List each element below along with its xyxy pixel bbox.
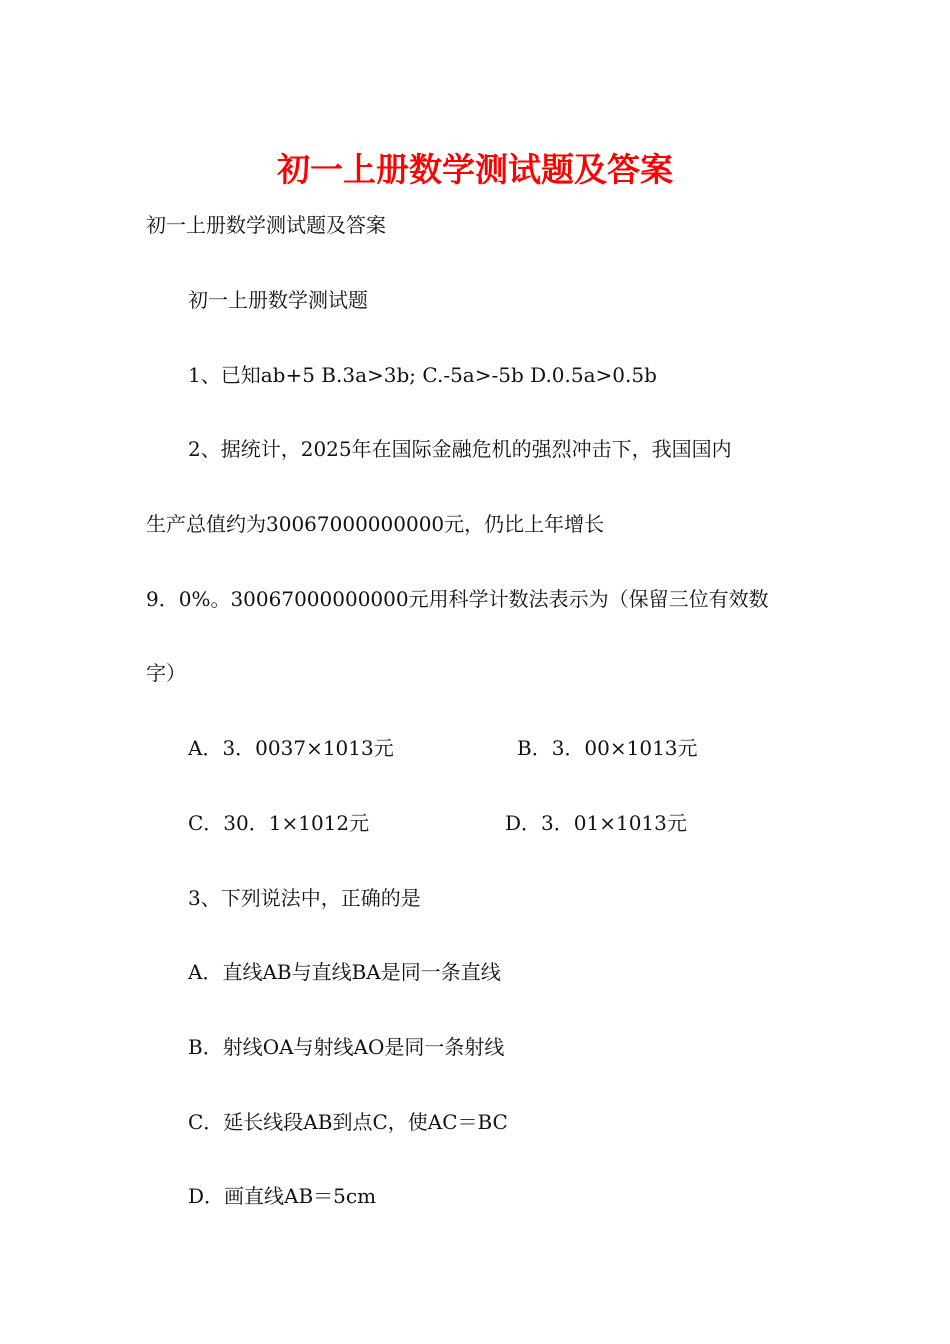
question-2-option-c: C．30．1×1012元 (188, 811, 370, 835)
question-2-option-d: D．3．01×1013元 (505, 811, 687, 835)
document-subtitle: 初一上册数学测试题及答案 (146, 213, 386, 237)
section-heading: 初一上册数学测试题 (188, 288, 368, 312)
question-3-option-d: D．画直线AB＝5cm (188, 1184, 377, 1208)
question-2-option-b: B．3．00×1013元 (517, 736, 698, 760)
question-2-line-1: 2、据统计，2025年在国际金融危机的强烈冲击下，我国国内 (188, 437, 732, 461)
question-2-line-2: 生产总值约为30067000000000元，仍比上年增长 (146, 512, 605, 536)
question-2-line-3: 9．0%。30067000000000元用科学计数法表示为（保留三位有效数 (146, 587, 769, 611)
document-title: 初一上册数学测试题及答案 (277, 150, 673, 189)
question-2-option-a: A．3．0037×1013元 (188, 736, 394, 760)
question-3: 3、下列说法中，正确的是 (188, 886, 421, 910)
question-2-line-4: 字） (146, 661, 186, 685)
question-1: 1、已知ab+5 B.3a>3b; C.-5a>-5b D.0.5a>0.5b (188, 363, 657, 387)
question-3-option-c: C．延长线段AB到点C，使AC＝BC (188, 1110, 508, 1134)
question-3-option-b: B．射线OA与射线AO是同一条射线 (188, 1035, 505, 1059)
question-3-option-a: A．直线AB与直线BA是同一条直线 (188, 960, 501, 984)
